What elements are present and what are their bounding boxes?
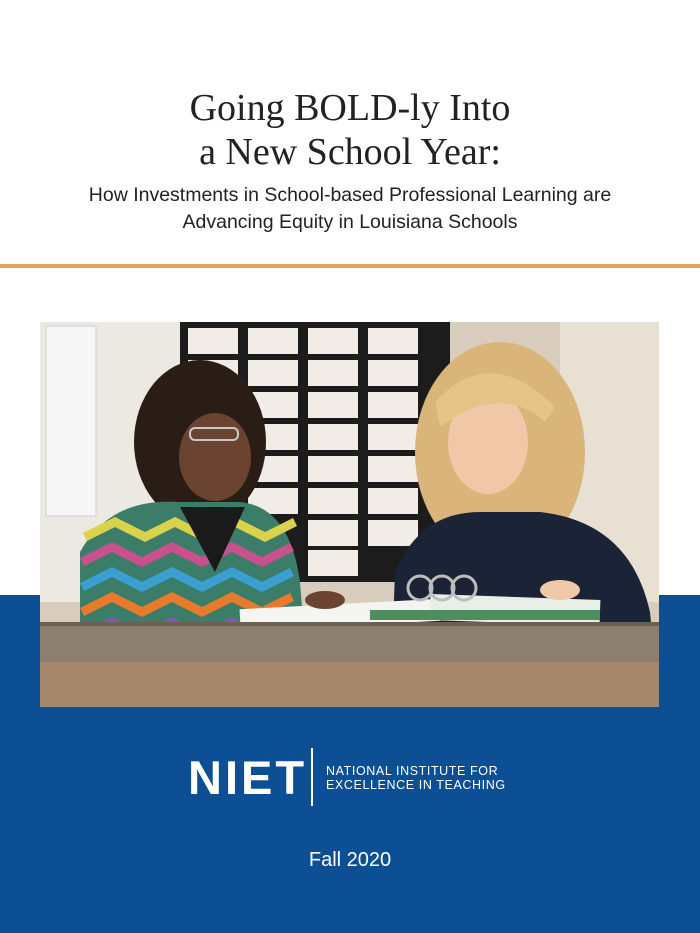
niet-logo [0,748,700,808]
cover-subtitle-line-1: How Investments in School-based Professional Learning are [88,184,612,206]
logo-wordmark: NIET [188,751,308,804]
logo-divider [311,748,313,806]
cover-subtitle-line-2: Advancing Equity in Louisiana Schools [182,211,518,233]
publication-date: Fall 2020 [308,849,392,871]
cover-title-line-2: a New School Year: [199,131,501,173]
cover-photo [40,322,659,707]
logo-organization-name [326,764,506,792]
orange-divider-rule [0,264,700,268]
logo-name-line-2: EXCELLENCE IN TEACHING [326,778,506,792]
cover-title-line-1: Going BOLD-ly Into [189,87,511,129]
logo-name-line-1: NATIONAL INSTITUTE FOR [326,764,499,778]
